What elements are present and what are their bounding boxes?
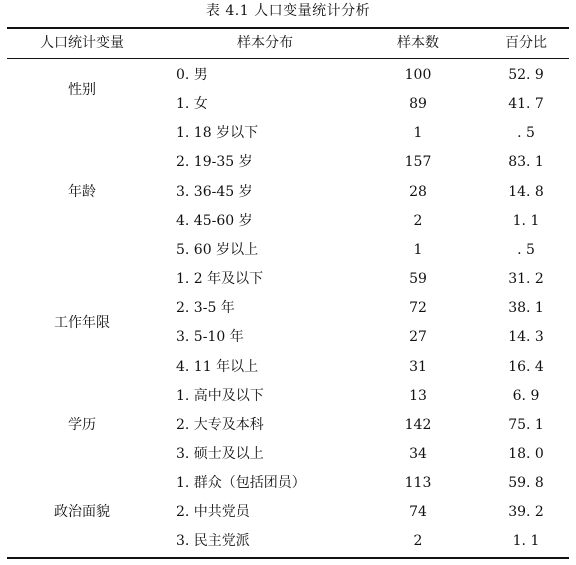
row-count: 59 — [409, 271, 427, 288]
row-category: 4. 45-60 岁 — [176, 212, 253, 229]
row-category: 2. 中共党员 — [176, 504, 250, 521]
group-label: 政治面貌 — [54, 504, 110, 521]
group-label: 年龄 — [68, 183, 96, 200]
row-count: 100 — [404, 67, 432, 83]
row-category: 2. 3-5 年 — [176, 300, 235, 317]
row-category: 0. 男 — [176, 67, 208, 83]
row-count: 157 — [404, 154, 432, 171]
row-category: 4. 11 年以上 — [176, 358, 259, 375]
row-percent: 1. 1 — [512, 533, 540, 550]
row-count: 31 — [409, 358, 427, 375]
row-percent: 16. 4 — [508, 358, 544, 375]
row-percent: . 5 — [517, 125, 535, 142]
row-count: 1 — [413, 241, 423, 258]
row-category: 3. 5-10 年 — [176, 329, 244, 346]
row-count: 2 — [413, 212, 423, 229]
row-category: 1. 2 年及以下 — [176, 271, 264, 288]
row-count: 27 — [409, 329, 427, 346]
row-percent: . 5 — [517, 241, 535, 258]
row-percent: 14. 8 — [508, 183, 544, 200]
row-category: 3. 民主党派 — [176, 533, 250, 550]
table-bottom-rule — [7, 557, 569, 559]
header-percent: 百分比 — [505, 35, 547, 51]
row-category: 5. 60 岁以上 — [176, 241, 259, 258]
row-category: 2. 大专及本科 — [176, 416, 264, 433]
row-count: 142 — [404, 416, 432, 433]
table-top-rule — [7, 27, 569, 29]
row-category: 3. 硕士及以上 — [176, 445, 264, 462]
row-percent: 1. 1 — [512, 212, 540, 229]
header-divider — [7, 58, 569, 59]
row-percent: 14. 3 — [508, 329, 544, 346]
row-count: 13 — [409, 387, 427, 404]
row-percent: 52. 9 — [508, 67, 544, 83]
row-count: 34 — [409, 445, 427, 462]
row-count: 28 — [409, 183, 427, 200]
row-count: 74 — [409, 504, 427, 521]
header-count: 样本数 — [397, 35, 439, 51]
row-percent: 75. 1 — [508, 416, 544, 433]
row-count: 72 — [409, 300, 427, 317]
row-category: 3. 36-45 岁 — [176, 183, 253, 200]
row-percent: 83. 1 — [508, 154, 544, 171]
row-count: 89 — [409, 96, 427, 113]
table-caption: 表 4.1 人口变量统计分析 — [205, 3, 371, 19]
row-category: 1. 群众（包括团员） — [176, 475, 306, 492]
header-distribution: 样本分布 — [237, 35, 293, 51]
row-count: 113 — [404, 475, 432, 492]
row-percent: 41. 7 — [508, 96, 544, 113]
row-category: 1. 18 岁以下 — [176, 125, 259, 142]
row-category: 2. 19-35 岁 — [176, 154, 253, 171]
header-variable: 人口统计变量 — [40, 35, 124, 51]
row-percent: 39. 2 — [508, 504, 544, 521]
row-percent: 6. 9 — [512, 387, 540, 404]
group-label: 学历 — [68, 416, 96, 433]
group-label: 工作年限 — [54, 314, 110, 331]
row-category: 1. 女 — [176, 96, 208, 113]
row-percent: 59. 8 — [508, 475, 544, 492]
row-percent: 18. 0 — [508, 445, 544, 462]
row-count: 1 — [413, 125, 423, 142]
row-count: 2 — [413, 533, 423, 550]
row-percent: 31. 2 — [508, 271, 544, 288]
group-label: 性别 — [68, 81, 96, 98]
row-category: 1. 高中及以下 — [176, 387, 264, 404]
row-percent: 38. 1 — [508, 300, 544, 317]
